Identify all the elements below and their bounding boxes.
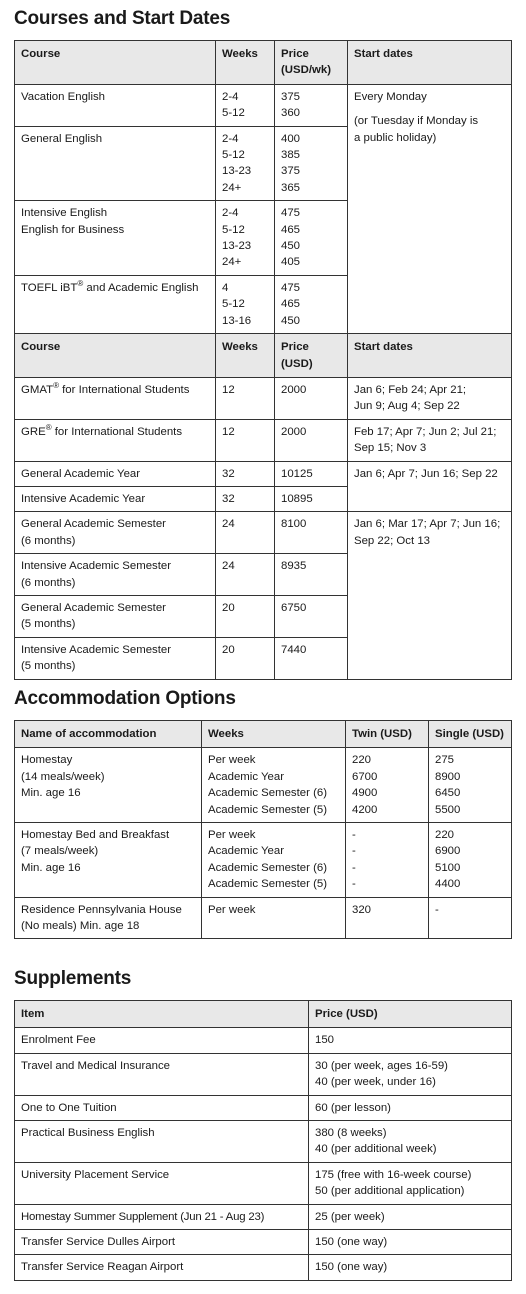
start-note: (or Tuesday if Monday is a public holiday): [354, 115, 479, 144]
course-price: 8100: [275, 512, 348, 554]
course-name: GRE® for International Students: [15, 419, 216, 461]
supplement-price: 380 (8 weeks) 40 (per additional week): [309, 1121, 512, 1163]
col-start-dates: Start dates: [348, 41, 512, 85]
course-name: General Academic Year: [15, 461, 216, 486]
accommodation-single: 275 8900 6450 5500: [429, 748, 512, 823]
table-row: [15, 1255, 512, 1280]
course-price: 10125: [275, 461, 348, 486]
course-prices: 400 385 375 365: [275, 126, 348, 201]
supplement-price: 175 (free with 16-week course) 50 (per additional application): [309, 1162, 512, 1204]
accommodation-heading: Accommodation Options: [14, 688, 236, 709]
course-prices: 375 360: [275, 84, 348, 126]
table-row: [15, 419, 512, 461]
accommodation-table: [14, 720, 512, 939]
col-price: Price (USD): [309, 1001, 512, 1028]
supplement-price: 25 (per week): [309, 1204, 512, 1229]
course-weeks: 24: [216, 554, 275, 596]
supplement-price: 150 (one way): [309, 1255, 512, 1280]
table-row: [15, 1053, 512, 1095]
accommodation-single: -: [429, 897, 512, 939]
supplement-price: 30 (per week, ages 16-59) 40 (per week, under 16): [309, 1053, 512, 1095]
supplements-heading: Supplements: [14, 968, 132, 989]
course-weeks: 24: [216, 512, 275, 554]
course-start-dates: Jan 6; Mar 17; Apr 7; Jun 16; Sep 22; Oct 13: [348, 512, 512, 679]
course-price: 6750: [275, 595, 348, 637]
course-weeks: 20: [216, 637, 275, 679]
supplements-table: [14, 1000, 512, 1281]
accommodation-twin: 220 6700 4900 4200: [346, 748, 429, 823]
col-single: Single (USD): [429, 721, 512, 748]
supplement-price: 60 (per lesson): [309, 1095, 512, 1120]
course-weeks: 12: [216, 419, 275, 461]
course-start-dates: Jan 6; Apr 7; Jun 16; Sep 22: [348, 461, 512, 512]
col-weeks: Weeks: [202, 721, 346, 748]
accommodation-single: 220 6900 5100 4400: [429, 823, 512, 898]
course-prices: 475 465 450 405: [275, 201, 348, 276]
course-weeks: 32: [216, 461, 275, 486]
course-name: Intensive Academic Semester (6 months): [15, 554, 216, 596]
supplement-item: Transfer Service Dulles Airport: [15, 1230, 309, 1255]
course-prices: 475 465 450: [275, 275, 348, 333]
course-weeks: 2-4 5-12: [216, 84, 275, 126]
programs-header-row: [15, 334, 512, 378]
supplement-item: University Placement Service: [15, 1162, 309, 1204]
col-price: Price (USD): [275, 334, 348, 378]
course-start-dates: Feb 17; Apr 7; Jun 2; Jul 21; Sep 15; Nov 3: [348, 419, 512, 461]
course-weeks: 32: [216, 486, 275, 511]
supplement-item: Homestay Summer Supplement (Jun 21 - Aug 23): [15, 1204, 309, 1229]
course-name: GMAT® for International Students: [15, 377, 216, 419]
table-row: [15, 1095, 512, 1120]
table-row: [15, 823, 512, 898]
course-weeks: 4 5-12 13-16: [216, 275, 275, 333]
table-row: [15, 1204, 512, 1229]
supplement-item: Transfer Service Reagan Airport: [15, 1255, 309, 1280]
start-text: Every Monday: [354, 90, 427, 103]
course-start-dates: Jan 6; Feb 24; Apr 21; Jun 9; Aug 4; Sep 22: [348, 377, 512, 419]
supplement-item: One to One Tuition: [15, 1095, 309, 1120]
table-row: [15, 84, 512, 126]
courses-heading: Courses and Start Dates: [14, 8, 231, 29]
courses-table: [14, 40, 512, 680]
table-row: [15, 1121, 512, 1163]
course-start-dates: [348, 84, 512, 333]
course-weeks: 2-4 5-12 13-23 24+: [216, 126, 275, 201]
courses-header-row: [15, 41, 512, 85]
course-name: General Academic Semester (5 months): [15, 595, 216, 637]
table-row: [15, 377, 512, 419]
accommodation-weeks: Per week Academic Year Academic Semester (6) Academic Semester (5): [202, 823, 346, 898]
supplement-item: Travel and Medical Insurance: [15, 1053, 309, 1095]
course-price: 7440: [275, 637, 348, 679]
col-item: Item: [15, 1001, 309, 1028]
supplement-item: Practical Business English: [15, 1121, 309, 1163]
course-name: Vacation English: [15, 84, 216, 126]
course-name: General Academic Semester (6 months): [15, 512, 216, 554]
accommodation-name: Homestay Bed and Breakfast (7 meals/week) Min. age 16: [15, 823, 202, 898]
col-start-dates: Start dates: [348, 334, 512, 378]
accommodation-name: Residence Pennsylvania House (No meals) Min. age 18: [15, 897, 202, 939]
course-price: 2000: [275, 419, 348, 461]
table-row: [15, 461, 512, 486]
accommodation-name: Homestay (14 meals/week) Min. age 16: [15, 748, 202, 823]
supplement-price: 150: [309, 1028, 512, 1053]
col-course: Course: [15, 41, 216, 85]
table-row: [15, 1162, 512, 1204]
col-price: Price (USD/wk): [275, 41, 348, 85]
accommodation-header-row: [15, 721, 512, 748]
course-price: 2000: [275, 377, 348, 419]
accommodation-weeks: Per week Academic Year Academic Semester (6) Academic Semester (5): [202, 748, 346, 823]
col-weeks: Weeks: [216, 41, 275, 85]
table-row: [15, 748, 512, 823]
supplements-header-row: [15, 1001, 512, 1028]
table-row: [15, 1028, 512, 1053]
course-name: Intensive Academic Year: [15, 486, 216, 511]
table-row: [15, 897, 512, 939]
table-row: [15, 1230, 512, 1255]
course-weeks: 12: [216, 377, 275, 419]
course-weeks: 2-4 5-12 13-23 24+: [216, 201, 275, 276]
supplement-item: Enrolment Fee: [15, 1028, 309, 1053]
col-course: Course: [15, 334, 216, 378]
accommodation-twin: - - - -: [346, 823, 429, 898]
col-weeks: Weeks: [216, 334, 275, 378]
accommodation-weeks: Per week: [202, 897, 346, 939]
course-name: Intensive Academic Semester (5 months): [15, 637, 216, 679]
course-name: TOEFL iBT® and Academic English: [15, 275, 216, 333]
course-price: 8935: [275, 554, 348, 596]
col-twin: Twin (USD): [346, 721, 429, 748]
table-row: [15, 512, 512, 554]
accommodation-twin: 320: [346, 897, 429, 939]
course-name: General English: [15, 126, 216, 201]
course-name: Intensive English English for Business: [15, 201, 216, 276]
supplement-price: 150 (one way): [309, 1230, 512, 1255]
course-price: 10895: [275, 486, 348, 511]
col-accommodation-name: Name of accommodation: [15, 721, 202, 748]
course-weeks: 20: [216, 595, 275, 637]
